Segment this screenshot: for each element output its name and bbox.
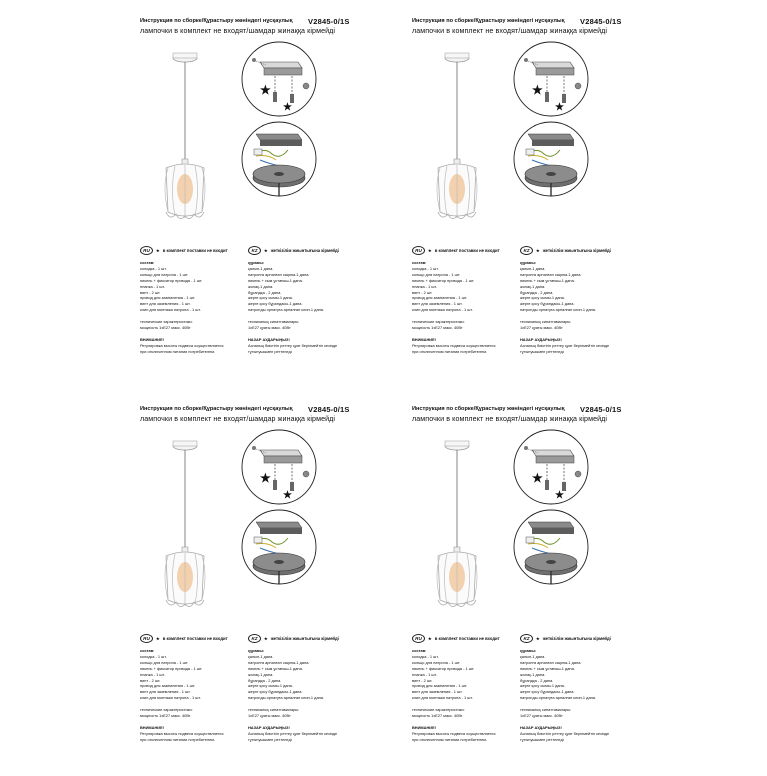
text-line: винт - 2 шт. (412, 289, 433, 295)
text-line: Регулировка высоты подвеса осуществляется (412, 342, 496, 348)
text-line: винт для заземления - 1 шт. (140, 301, 191, 307)
ru-items-list (412, 654, 532, 701)
text-line: жерге қосу бұрандасы-1 дана. (248, 301, 303, 307)
instruction-sheet-3 (140, 406, 385, 776)
text-line: никель + сым ұстағыш-1 дана. (520, 277, 575, 283)
text-line: қалып-1 дана. (520, 653, 546, 659)
star-icon: ★ (260, 471, 271, 485)
ru-composition-title: состав: (412, 260, 427, 265)
kz-spec-title: техникалық сипаттамалары: (520, 319, 572, 325)
star-icon: ★ (283, 490, 292, 501)
kz-warning-text (248, 343, 368, 355)
pendant-lamp-illustration (158, 46, 212, 226)
ru-warning-text (140, 343, 260, 355)
text-line: винт - 2 шт. (140, 677, 161, 683)
ru-text-column (140, 260, 260, 355)
text-line: патронды орнатуға арналған клин-1 дана. (248, 307, 325, 313)
text-line: Аспаның биіктігін реттеу қуат берілмейтін кезінде (520, 730, 610, 736)
text-line: провод для заземления - 1 шт. (140, 683, 196, 689)
pendant-lamp-illustration (430, 46, 484, 226)
star-icon: ★ (428, 248, 432, 253)
star-icon: ★ (555, 490, 564, 501)
text-line: патронға арналған сақина-1 дана. (520, 659, 582, 665)
kz-spec-title: техникалық сипаттамалары: (248, 319, 300, 325)
text-line: никель + фиксатор провода - 1 шт. (412, 665, 475, 671)
country-badge-icon: KZ (248, 634, 261, 643)
text-line: қалып-1 дана. (248, 265, 274, 271)
kz-items-list (248, 654, 368, 701)
country-badge-icon: RU (140, 246, 153, 255)
kz-not-included-note: жеткізілім жиынтығына кірмейді (270, 636, 339, 641)
kz-spec-title: техникалық сипаттамалары: (248, 707, 300, 713)
text-line: тұтынушымен реттеледі (520, 736, 564, 742)
sheet-title-text: Инструкция по сборке/Құрастыру жөніндегі нұсқаулық (140, 406, 293, 412)
text-line: клин для монтажа патрона - 1 шт. (140, 695, 201, 701)
text-line: планка - 1 шт. (140, 671, 165, 677)
instruction-sheet-2 (412, 18, 657, 388)
text-line: провод для заземления - 1 шт. (412, 295, 468, 301)
star-icon: ★ (264, 636, 268, 641)
ru-composition-title: состав: (140, 260, 155, 265)
kz-not-included-note: жеткізілім жиынтығына кірмейді (270, 248, 339, 253)
text-line: винт - 2 шт. (140, 289, 161, 295)
text-line: винт - 2 шт. (412, 677, 433, 683)
text-line: при отключенном питании потребителем. (412, 348, 488, 354)
ru-spec-title: технические характеристики: (140, 319, 193, 325)
ru-spec-value: мощность 1xE27 макс. 40Вт (140, 713, 191, 719)
ru-spec-title: технические характеристики: (140, 707, 193, 713)
ru-not-included-note: в комплект поставки не входит (434, 636, 500, 641)
text-line: колодка - 1 шт. (412, 265, 439, 271)
ru-composition-title: состав: (140, 648, 155, 653)
text-line: никель + фиксатор провода - 1 шт. (412, 277, 475, 283)
sheet-title (140, 406, 385, 412)
text-line: Аспаның биіктігін реттеу қуат берілмейтін кезінде (248, 730, 338, 736)
text-line: при отключенном питании потребителем. (412, 736, 488, 742)
country-badge-icon: KZ (520, 634, 533, 643)
text-line: клин для монтажа патрона - 1 шт. (140, 307, 201, 313)
text-line: жерге қосу сымы-1 дана. (520, 295, 565, 301)
ru-spec-value: мощность 1xE27 макс. 40Вт (140, 325, 191, 331)
text-line: винт для заземления - 1 шт. (412, 689, 463, 695)
text-line: тұтынушымен реттеледі (520, 348, 564, 354)
kz-spec-value: 1xE27 қуаты макс. 40Вт (520, 325, 563, 331)
sheet-title (412, 406, 657, 412)
instruction-sheet-1 (140, 18, 385, 388)
text-line: жолақ-1 дана. (520, 671, 546, 677)
ru-warning-title: ВНИМАНИЕ! (412, 724, 436, 730)
ru-warning-title: ВНИМАНИЕ! (140, 724, 164, 730)
kz-warning-title: НАЗАР АУДАРЫҢЫЗ! (520, 724, 562, 730)
bulbs-note: лампочки в комплект не входят/шамдар жинаққа кірмейді (140, 27, 336, 35)
country-badge-icon: KZ (248, 246, 261, 255)
kz-warning-text (520, 731, 640, 743)
ru-not-included-note: в комплект поставки не входит (162, 248, 228, 253)
kz-spec-title: техникалық сипаттамалары: (520, 707, 572, 713)
text-line: тұтынушымен реттеледі (248, 736, 292, 742)
star-icon: ★ (156, 636, 160, 641)
bulbs-note: лампочки в комплект не входят/шамдар жинаққа кірмейді (412, 415, 608, 423)
kz-not-included-note: жеткізілім жиынтығына кірмейді (542, 248, 611, 253)
text-line: бұрандқа - 2 дана. (520, 289, 554, 295)
ru-flag-row (140, 246, 228, 255)
text-line: колодка - 1 шт. (412, 653, 439, 659)
mounting-bracket-diagram (240, 40, 318, 118)
ru-items-list (140, 654, 260, 701)
sheet-title (140, 18, 385, 24)
text-line: никель + сым ұстағыш-1 дана. (248, 665, 303, 671)
star-icon: ★ (532, 83, 543, 97)
text-line: жерге қосу бұрандасы-1 дана. (248, 689, 303, 695)
text-line: клин для монтажа патрона - 1 шт. (412, 307, 473, 313)
sheet-title-text: Инструкция по сборке/Құрастыру жөніндегі нұсқаулық (140, 18, 293, 24)
country-badge-icon: RU (140, 634, 153, 643)
ru-items-list (412, 266, 532, 313)
text-line: патронға арналған сақина-1 дана. (248, 271, 310, 277)
star-icon: ★ (536, 636, 540, 641)
ru-flag-row (412, 634, 500, 643)
ru-spec-title: технические характеристики: (412, 319, 465, 325)
text-line: патронға арналған сақина-1 дана. (248, 659, 310, 665)
text-line: қалып-1 дана. (520, 265, 546, 271)
text-line: жерге қосу сымы-1 дана. (248, 683, 293, 689)
text-line: клин для монтажа патрона - 1 шт. (412, 695, 473, 701)
kz-warning-text (248, 731, 368, 743)
kz-spec-value: 1xE27 қуаты макс. 40Вт (520, 713, 563, 719)
text-line: колодка - 1 шт. (140, 265, 167, 271)
ceiling-canopy-wiring-diagram (512, 508, 590, 586)
text-line: жерге қосу бұрандасы-1 дана. (520, 301, 575, 307)
text-line: провод для заземления - 1 шт. (412, 683, 468, 689)
text-line: планка - 1 шт. (412, 283, 437, 289)
model-number: V2845-0/1S (308, 405, 350, 414)
text-line: патронды орнатуға арналған клин-1 дана. (248, 695, 325, 701)
kz-items-list (520, 266, 640, 313)
ceiling-canopy-wiring-diagram (240, 120, 318, 198)
text-line: провод для заземления - 1 шт. (140, 295, 196, 301)
text-line: патронды орнатуға арналған клин-1 дана. (520, 695, 597, 701)
instruction-sheet-4 (412, 406, 657, 776)
text-line: никель + фиксатор провода - 1 шт. (140, 277, 203, 283)
star-icon: ★ (555, 102, 564, 113)
kz-text-column (248, 260, 368, 355)
kz-flag-row (520, 246, 611, 255)
bulbs-note: лампочки в комплект не входят/шамдар жинаққа кірмейді (412, 27, 608, 35)
text-line: при отключенном питании потребителем. (140, 736, 216, 742)
kz-items-list (248, 266, 368, 313)
kz-text-column (248, 648, 368, 743)
star-icon: ★ (532, 471, 543, 485)
text-line: Регулировка высоты подвеса осуществляется (140, 342, 224, 348)
text-line: бұрандқа - 2 дана. (520, 677, 554, 683)
star-icon: ★ (260, 83, 271, 97)
sheet-title (412, 18, 657, 24)
pendant-lamp-illustration (430, 434, 484, 614)
ru-text-column (140, 648, 260, 743)
text-line: винт для заземления - 1 шт. (140, 689, 191, 695)
kz-not-included-note: жеткізілім жиынтығына кірмейді (542, 636, 611, 641)
country-badge-icon: RU (412, 246, 425, 255)
star-icon: ★ (264, 248, 268, 253)
text-line: никель + сым ұстағыш-1 дана. (520, 665, 575, 671)
kz-flag-row (520, 634, 611, 643)
kz-text-column (520, 648, 640, 743)
country-badge-icon: RU (412, 634, 425, 643)
text-line: жерге қосу сымы-1 дана. (520, 683, 565, 689)
text-line: қалып-1 дана. (248, 653, 274, 659)
text-line: планка - 1 шт. (140, 283, 165, 289)
ru-not-included-note: в комплект поставки не входит (162, 636, 228, 641)
text-line: Регулировка высоты подвеса осуществляется (140, 730, 224, 736)
ru-spec-title: технические характеристики: (412, 707, 465, 713)
text-line: тұтынушымен реттеледі (248, 348, 292, 354)
ru-warning-title: ВНИМАНИЕ! (412, 336, 436, 342)
text-line: никель + сым ұстағыш-1 дана. (248, 277, 303, 283)
text-line: жолақ-1 дана. (248, 671, 274, 677)
kz-flag-row (248, 634, 339, 643)
ru-spec-value: мощность 1xE27 макс. 40Вт (412, 325, 463, 331)
text-line: патронды орнатуға арналған клин-1 дана. (520, 307, 597, 313)
ru-spec-value: мощность 1xE27 макс. 40Вт (412, 713, 463, 719)
ru-not-included-note: в комплект поставки не входит (434, 248, 500, 253)
text-line: никель + фиксатор провода - 1 шт. (140, 665, 203, 671)
text-line: кольцо для патрона - 1 шт. (412, 659, 461, 665)
mounting-bracket-diagram (240, 428, 318, 506)
text-line: Аспаның биіктігін реттеу қуат берілмейтін кезінде (248, 342, 338, 348)
kz-text-column (520, 260, 640, 355)
text-line: жерге қосу сымы-1 дана. (248, 295, 293, 301)
kz-spec-value: 1xE27 қуаты макс. 40Вт (248, 713, 291, 719)
ru-items-list (140, 266, 260, 313)
ru-warning-text (412, 731, 532, 743)
text-line: кольцо для патрона - 1 шт. (412, 271, 461, 277)
text-line: жолақ-1 дана. (248, 283, 274, 289)
star-icon: ★ (428, 636, 432, 641)
ru-warning-text (412, 343, 532, 355)
text-line: патронға арналған сақина-1 дана. (520, 271, 582, 277)
text-line: жолақ-1 дана. (520, 283, 546, 289)
kz-items-list (520, 654, 640, 701)
mounting-bracket-diagram (512, 428, 590, 506)
text-line: колодка - 1 шт. (140, 653, 167, 659)
sheet-title-text: Инструкция по сборке/Құрастыру жөніндегі нұсқаулық (412, 18, 565, 24)
kz-warning-title: НАЗАР АУДАРЫҢЫЗ! (520, 336, 562, 342)
ru-warning-text (140, 731, 260, 743)
text-line: кольцо для патрона - 1 шт. (140, 271, 189, 277)
ru-text-column (412, 260, 532, 355)
ceiling-canopy-wiring-diagram (240, 508, 318, 586)
ru-flag-row (140, 634, 228, 643)
ru-flag-row (412, 246, 500, 255)
star-icon: ★ (156, 248, 160, 253)
text-line: кольцо для патрона - 1 шт. (140, 659, 189, 665)
model-number: V2845-0/1S (580, 405, 622, 414)
ru-composition-title: состав: (412, 648, 427, 653)
kz-flag-row (248, 246, 339, 255)
ru-text-column (412, 648, 532, 743)
ceiling-canopy-wiring-diagram (512, 120, 590, 198)
text-line: бұрандқа - 2 дана. (248, 677, 282, 683)
text-line: Регулировка высоты подвеса осуществляется (412, 730, 496, 736)
star-icon: ★ (536, 248, 540, 253)
model-number: V2845-0/1S (308, 17, 350, 26)
text-line: планка - 1 шт. (412, 671, 437, 677)
kz-composition-title: құрамы: (520, 260, 537, 265)
bulbs-note: лампочки в комплект не входят/шамдар жинаққа кірмейді (140, 415, 336, 423)
kz-composition-title: құрамы: (248, 648, 265, 653)
star-icon: ★ (283, 102, 292, 113)
text-line: винт для заземления - 1 шт. (412, 301, 463, 307)
text-line: жерге қосу бұрандасы-1 дана. (520, 689, 575, 695)
kz-warning-title: НАЗАР АУДАРЫҢЫЗ! (248, 724, 290, 730)
model-number: V2845-0/1S (580, 17, 622, 26)
kz-composition-title: құрамы: (248, 260, 265, 265)
kz-warning-text (520, 343, 640, 355)
text-line: при отключенном питании потребителем. (140, 348, 216, 354)
pendant-lamp-illustration (158, 434, 212, 614)
kz-composition-title: құрамы: (520, 648, 537, 653)
sheet-title-text: Инструкция по сборке/Құрастыру жөніндегі нұсқаулық (412, 406, 565, 412)
text-line: бұрандқа - 2 дана. (248, 289, 282, 295)
ru-warning-title: ВНИМАНИЕ! (140, 336, 164, 342)
country-badge-icon: KZ (520, 246, 533, 255)
mounting-bracket-diagram (512, 40, 590, 118)
text-line: Аспаның биіктігін реттеу қуат берілмейтін кезінде (520, 342, 610, 348)
kz-warning-title: НАЗАР АУДАРЫҢЫЗ! (248, 336, 290, 342)
kz-spec-value: 1xE27 қуаты макс. 40Вт (248, 325, 291, 331)
